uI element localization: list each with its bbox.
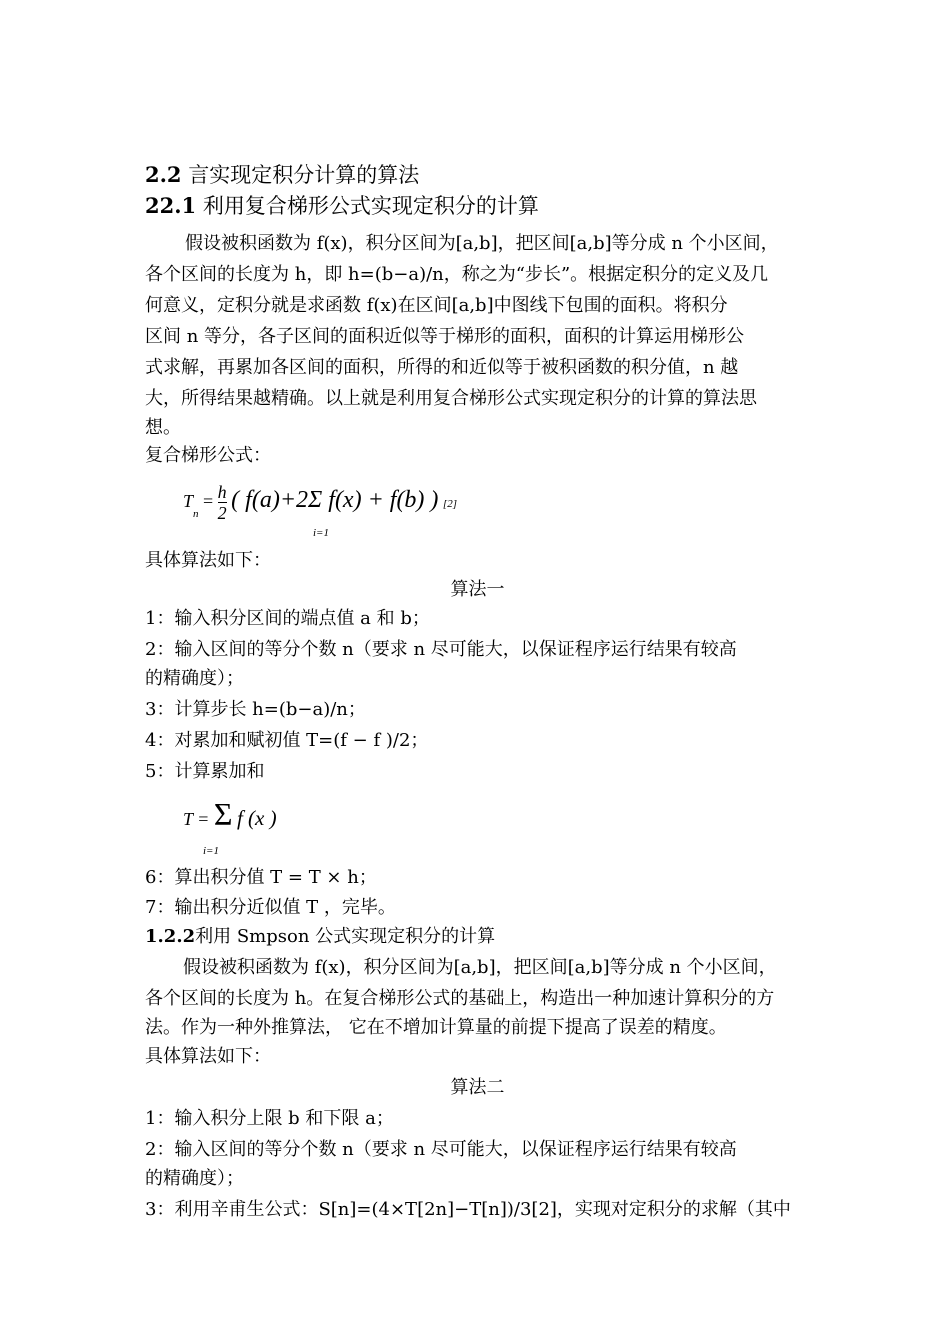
citation: [2]	[442, 498, 457, 510]
section-title: 利用复合梯形公式实现定积分的计算	[202, 194, 539, 218]
algo2-step: 3：利用辛甫生公式：S[n]=(4×T[2n]−T[n])/3[2]，实现对定积分的求解（其中	[145, 1199, 791, 1220]
algo2-step: 的精确度）；	[145, 1168, 244, 1189]
formula-lhs: T =	[183, 809, 210, 829]
formula-lhs: T	[183, 491, 194, 511]
algo2-step: 1：输入积分上限 b 和下限 a；	[145, 1108, 394, 1129]
para1-line: 想。	[145, 417, 181, 438]
para1-line: 式求解，再累加各区间的面积，所得的和近似等于被积函数的积分值，n 越	[145, 357, 739, 378]
algo1-step: 7：输出积分近似值 T ，完毕。	[145, 897, 396, 918]
algo1-step: 2：输入区间的等分个数 n（要求 n 尽可能大，以保证程序运行结果有较高	[145, 639, 737, 660]
sum-limit: i=1	[313, 527, 329, 539]
algo-intro: 具体算法如下：	[145, 550, 271, 571]
formula-sub: n	[193, 508, 199, 520]
formula-body: f (x )	[236, 806, 277, 830]
para2-line: 法。作为一种外推算法， 它在不增加计算量的前提下提高了误差的精度。	[145, 1017, 727, 1038]
section-heading-1-2-2	[145, 924, 495, 950]
formula-body: ( f(a)+2Σ f(x) + f(b) )	[231, 487, 439, 513]
algo1-step: 1：输入积分区间的端点值 a 和 b；	[145, 608, 430, 629]
section-title: 言实现定积分计算的算法	[188, 163, 420, 187]
sigma-symbol: Σ	[213, 796, 233, 832]
algo1-step: 的精确度）；	[145, 668, 244, 689]
para1-line: 区间 n 等分，各子区间的面积近似等于梯形的面积，面积的计算运用梯形公	[145, 326, 745, 347]
para2-line: 假设被积函数为 f(x)，积分区间为[a,b]，把区间[a,b]等分成 n 个小区间，	[183, 957, 777, 978]
para1-line: 假设被积函数为 f(x)，积分区间为[a,b]，把区间[a,b]等分成 n 个小区间，	[185, 233, 779, 254]
algo1-title: 算法一	[450, 579, 505, 600]
algo1-step: 6：算出积分值 T = T × h；	[145, 867, 377, 888]
section-number: 22.1	[145, 193, 197, 218]
algo1-step: 5：计算累加和	[145, 761, 265, 782]
algo1-step: 3：计算步长 h=(b−a)/n；	[145, 699, 366, 720]
sum-limit: i=1	[203, 845, 219, 857]
section-number: 2.2	[145, 162, 182, 187]
algo1-step: 4：对累加和赋初值 T=(f − f )/2；	[145, 730, 429, 751]
para1-line: 何意义，定积分就是求函数 f(x)在区间[a,b]中图线下包围的面积。将积分	[145, 295, 728, 316]
algo-intro: 具体算法如下：	[145, 1046, 271, 1067]
para1-line: 各个区间的长度为 h，即 h=(b−a)/n，称之为“步长”。根据定积分的定义及几	[145, 264, 769, 285]
formula-eq: =	[203, 491, 214, 511]
formula-fraction: $\frac{h}{2}$	[217, 482, 227, 524]
sum-formula	[183, 794, 277, 839]
section-number: 1.2.2	[145, 926, 196, 947]
algo2-step: 2：输入区间的等分个数 n（要求 n 尽可能大，以保证程序运行结果有较高	[145, 1139, 737, 1160]
section-heading-2-2	[145, 162, 419, 188]
algo2-title: 算法二	[450, 1077, 505, 1098]
para1-line: 大，所得结果越精确。以上就是利用复合梯形公式实现定积分的计算的算法思	[145, 388, 757, 409]
trapezoid-formula	[183, 480, 457, 524]
section-title: 利用 Smpson 公式实现定积分的计算	[195, 926, 496, 947]
formula-label: 复合梯形公式：	[145, 445, 271, 466]
section-heading-22-1	[145, 193, 539, 219]
para2-line: 各个区间的长度为 h。在复合梯形公式的基础上，构造出一种加速计算积分的方	[145, 988, 775, 1009]
